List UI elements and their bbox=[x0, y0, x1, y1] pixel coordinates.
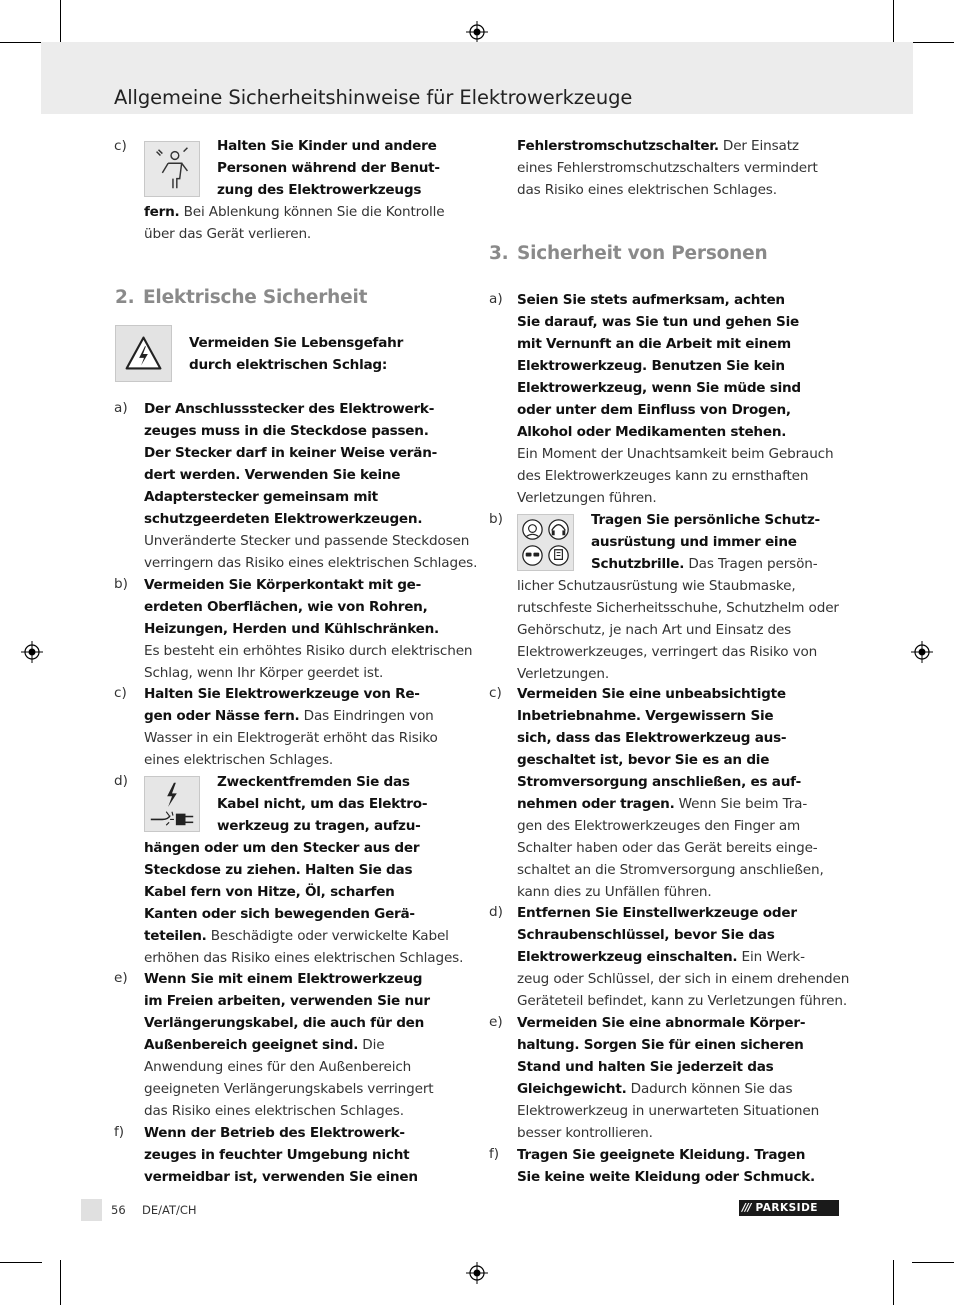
section-heading: 3. Sicherheit von Personen bbox=[489, 243, 768, 264]
item-label: e) bbox=[489, 1014, 503, 1030]
footer-region: DE/AT/CH bbox=[142, 1203, 197, 1217]
item-bold-text: erdeten Oberflächen, wie von Rohren, bbox=[144, 599, 428, 615]
item-label: e) bbox=[114, 970, 128, 986]
item-label: f) bbox=[114, 1124, 125, 1140]
cable-hazard-icon bbox=[144, 776, 200, 832]
item-bold-text: zeuges in feuchter Umgebung nicht bbox=[144, 1147, 410, 1163]
item-text: Wasser in ein Elektrogerät erhöht das Risiko bbox=[144, 730, 438, 746]
item-text: Außenbereich geeignet sind. Die bbox=[144, 1037, 385, 1053]
item-text: fern. Bei Ablenkung können Sie die Kontrolle bbox=[144, 204, 445, 220]
brand-logo bbox=[739, 1200, 839, 1216]
item-bold-text: haltung. Sorgen Sie für einen sicheren bbox=[517, 1037, 804, 1053]
item-text: zeug oder Schlüssel, der sich in einem drehenden bbox=[517, 971, 850, 987]
brand-slashes: /// bbox=[742, 1202, 751, 1214]
warning-text: durch elektrischen Schlag: bbox=[189, 357, 388, 373]
item-label: b) bbox=[114, 576, 128, 592]
item-text: erhöhen das Risiko eines elektrischen Schlages. bbox=[144, 950, 464, 966]
item-bold-text: Stand und halten Sie jederzeit das bbox=[517, 1059, 774, 1075]
item-text: das Risiko eines elektrischen Schlages. bbox=[144, 1103, 404, 1119]
registration-mark-icon bbox=[21, 641, 43, 663]
item-text: eines Fehlerstromschutzschalters vermindert bbox=[517, 160, 818, 176]
item-text: über das Gerät verlieren. bbox=[144, 226, 312, 242]
item-text: verringern das Risiko eines elektrischen Schlages. bbox=[144, 555, 478, 571]
item-text: eines elektrischen Schlages. bbox=[144, 752, 334, 768]
item-label: a) bbox=[114, 400, 128, 416]
item-bold-text: geschaltet ist, bevor Sie es an die bbox=[517, 752, 770, 768]
item-text: Fehlerstromschutzschalter. Der Einsatz bbox=[517, 138, 799, 154]
crop-mark bbox=[893, 1260, 894, 1305]
registration-mark-icon bbox=[466, 1262, 488, 1284]
item-bold-text: Wenn der Betrieb des Elektrowerk- bbox=[144, 1125, 405, 1141]
item-bold-text: Personen während der Benut- bbox=[217, 160, 440, 176]
page-number: 56 bbox=[111, 1203, 126, 1217]
crop-mark bbox=[912, 1262, 954, 1263]
item-bold-text: Kabel nicht, um das Elektro- bbox=[217, 796, 428, 812]
item-bold-text: Verlängerungskabel, die auch für den bbox=[144, 1015, 425, 1031]
item-bold-text: Zweckentfremden Sie das bbox=[217, 774, 410, 790]
warning-text: Vermeiden Sie Lebensgefahr bbox=[189, 335, 404, 351]
item-bold-text: Kabel fern von Hitze, Öl, scharfen bbox=[144, 884, 395, 900]
item-bold-text: ausrüstung und immer eine bbox=[591, 534, 797, 550]
item-bold-text: vermeidbar ist, verwenden Sie einen bbox=[144, 1169, 418, 1185]
item-bold-text: werkzeug zu tragen, aufzu- bbox=[217, 818, 421, 834]
item-text: schaltet an die Stromversorgung anschließen, bbox=[517, 862, 824, 878]
item-text: Elektrowerkzeug einschalten. Ein Werk- bbox=[517, 949, 805, 965]
item-bold-text: Schraubenschlüssel, bevor Sie das bbox=[517, 927, 775, 943]
item-bold-text: schutzgeerdeten Elektrowerkzeugen. bbox=[144, 511, 423, 527]
brand-name: PARKSIDE bbox=[755, 1202, 818, 1214]
item-text: Verletzungen führen. bbox=[517, 490, 657, 506]
crop-mark bbox=[893, 0, 894, 45]
item-bold-text: Seien Sie stets aufmerksam, achten bbox=[517, 292, 785, 308]
item-bold-text: Stromversorgung anschließen, es auf- bbox=[517, 774, 801, 790]
item-bold-text: Steckdose zu ziehen. Halten Sie das bbox=[144, 862, 413, 878]
item-text: Schalter haben oder das Gerät bereits einge- bbox=[517, 840, 818, 856]
item-text: des Elektrowerkzeuges kann zu ernsthaften bbox=[517, 468, 809, 484]
item-text: kann dies zu Unfällen führen. bbox=[517, 884, 712, 900]
item-text: Gehörschutz, je nach Art und Einsatz des bbox=[517, 622, 792, 638]
item-label: c) bbox=[114, 138, 127, 154]
item-text: Gleichgewicht. Dadurch können Sie das bbox=[517, 1081, 793, 1097]
item-text: Elektrowerkzeuges, verringert das Risiko von bbox=[517, 644, 818, 660]
item-bold-text: mit Vernunft an die Arbeit mit einem bbox=[517, 336, 791, 352]
item-bold-text: Vermeiden Sie Körperkontakt mit ge- bbox=[144, 577, 422, 593]
item-label: f) bbox=[489, 1146, 500, 1162]
electric-hazard-icon bbox=[115, 325, 172, 382]
item-bold-text: Alkohol oder Medikamenten stehen. bbox=[517, 424, 787, 440]
item-text: Unveränderte Stecker und passende Steckdosen bbox=[144, 533, 470, 549]
item-bold-text: Der Anschlussstecker des Elektrowerk- bbox=[144, 401, 435, 417]
footer-page-box bbox=[81, 1199, 102, 1221]
item-text: Verletzungen. bbox=[517, 666, 610, 682]
item-bold-text: Entfernen Sie Einstellwerkzeuge oder bbox=[517, 905, 797, 921]
item-label: c) bbox=[114, 685, 127, 701]
item-label: a) bbox=[489, 291, 503, 307]
item-text: Geräteteil befindet, kann zu Verletzungen führen. bbox=[517, 993, 848, 1009]
item-bold-text: Tragen Sie geeignete Kleidung. Tragen bbox=[517, 1147, 806, 1163]
item-text: Ein Moment der Unachtsamkeit beim Gebrauch bbox=[517, 446, 834, 462]
crop-mark bbox=[0, 1262, 42, 1263]
header-band bbox=[41, 42, 913, 114]
item-label: d) bbox=[489, 904, 503, 920]
item-bold-text: Vermeiden Sie eine abnormale Körper- bbox=[517, 1015, 806, 1031]
item-bold-text: Vermeiden Sie eine unbeabsichtigte bbox=[517, 686, 786, 702]
item-text: besser kontrollieren. bbox=[517, 1125, 653, 1141]
item-bold-text: oder unter dem Einfluss von Drogen, bbox=[517, 402, 791, 418]
crop-mark bbox=[0, 42, 42, 43]
item-bold-text: Elektrowerkzeug. Benutzen Sie kein bbox=[517, 358, 785, 374]
item-text: teteilen. Beschädigte oder verwickelte Kabel bbox=[144, 928, 449, 944]
item-text: das Risiko eines elektrischen Schlages. bbox=[517, 182, 777, 198]
item-bold-text: Sie keine weite Kleidung oder Schmuck. bbox=[517, 1169, 815, 1185]
item-bold-text: sich, dass das Elektrowerkzeug aus- bbox=[517, 730, 787, 746]
crop-mark bbox=[60, 0, 61, 45]
item-text: gen des Elektrowerkzeuges den Finger am bbox=[517, 818, 801, 834]
item-label: b) bbox=[489, 511, 503, 527]
item-text: licher Schutzausrüstung wie Staubmaske, bbox=[517, 578, 796, 594]
item-text: Schutzbrille. Das Tragen persön- bbox=[591, 556, 818, 572]
section-heading: 2. Elektrische Sicherheit bbox=[115, 287, 368, 308]
item-label: c) bbox=[489, 685, 502, 701]
item-bold-text: Wenn Sie mit einem Elektrowerkzeug bbox=[144, 971, 423, 987]
registration-mark-icon bbox=[911, 641, 933, 663]
item-bold-text: Elektrowerkzeug, wenn Sie müde sind bbox=[517, 380, 801, 396]
child-warning-icon bbox=[144, 141, 200, 197]
item-bold-text: Kanten oder sich bewegenden Gerä- bbox=[144, 906, 415, 922]
item-text: nehmen oder tragen. Wenn Sie beim Tra- bbox=[517, 796, 808, 812]
item-bold-text: im Freien arbeiten, verwenden Sie nur bbox=[144, 993, 430, 1009]
item-text: rutschfeste Sicherheitsschuhe, Schutzhelm oder bbox=[517, 600, 839, 616]
registration-mark-icon bbox=[466, 21, 488, 43]
item-bold-text: Der Stecker darf in keiner Weise verän- bbox=[144, 445, 438, 461]
crop-mark bbox=[912, 42, 954, 43]
item-bold-text: dert werden. Verwenden Sie keine bbox=[144, 467, 401, 483]
protective-equipment-icon bbox=[517, 514, 574, 571]
page-title: Allgemeine Sicherheitshinweise für Elektrowerkzeuge bbox=[114, 86, 633, 109]
item-text: Es besteht ein erhöhtes Risiko durch elektrischen bbox=[144, 643, 473, 659]
item-bold-text: Adapterstecker gemeinsam mit bbox=[144, 489, 378, 505]
item-bold-text: Heizungen, Herden und Kühlschränken. bbox=[144, 621, 439, 637]
item-bold-text: Tragen Sie persönliche Schutz- bbox=[591, 512, 820, 528]
item-text: Anwendung eines für den Außenbereich bbox=[144, 1059, 412, 1075]
item-bold-text: Halten Sie Elektrowerkzeuge von Re- bbox=[144, 686, 420, 702]
crop-mark bbox=[60, 1260, 61, 1305]
item-bold-text: zung des Elektrowerkzeugs bbox=[217, 182, 422, 198]
item-bold-text: Sie darauf, was Sie tun und gehen Sie bbox=[517, 314, 799, 330]
item-text: gen oder Nässe fern. Das Eindringen von bbox=[144, 708, 434, 724]
item-bold-text: Halten Sie Kinder und andere bbox=[217, 138, 437, 154]
item-bold-text: Inbetriebnahme. Vergewissern Sie bbox=[517, 708, 774, 724]
item-text: Schlag, wenn Ihr Körper geerdet ist. bbox=[144, 665, 384, 681]
item-text: Elektrowerkzeug in unerwarteten Situationen bbox=[517, 1103, 820, 1119]
item-label: d) bbox=[114, 773, 128, 789]
item-bold-text: hängen oder um den Stecker aus der bbox=[144, 840, 420, 856]
item-text: geeigneten Verlängerungskabels verringert bbox=[144, 1081, 434, 1097]
item-bold-text: zeuges muss in die Steckdose passen. bbox=[144, 423, 429, 439]
